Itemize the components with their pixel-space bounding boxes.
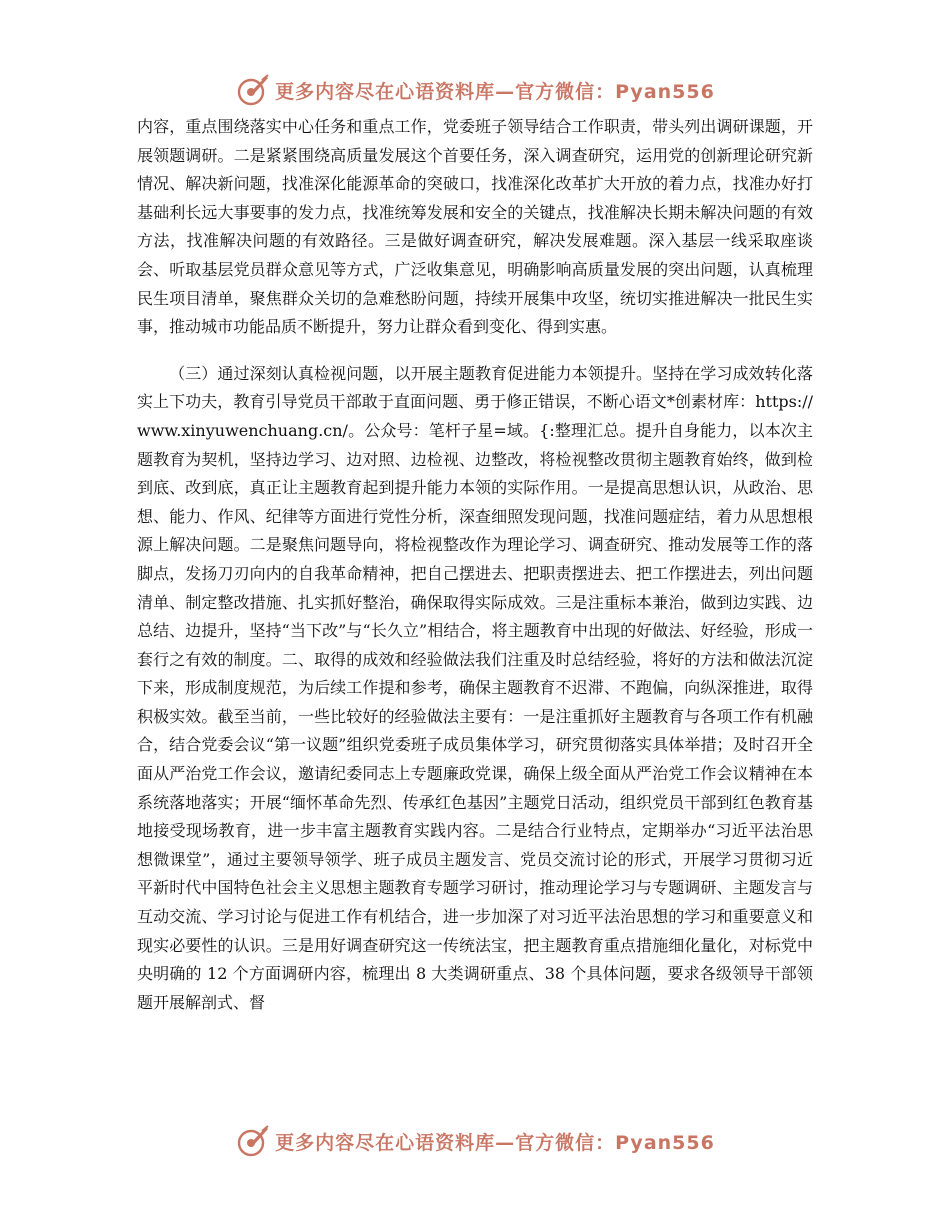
document-body [137,113,813,1017]
footer-banner [0,1119,950,1163]
body-paragraph-2-wrapper [137,360,813,1018]
header-banner-text: 更多内容尽在心语资料库—官方微信：Pyan556 [275,80,715,103]
quill-on-circle-logo-icon [235,72,271,108]
quill-on-circle-logo-icon [235,1123,271,1159]
footer-banner-text: 更多内容尽在心语资料库—官方微信：Pyan556 [275,1131,715,1154]
body-paragraph-2: （三）通过深刻认真检视问题，以开展主题教育促进能力本领提升。坚持在学习成效转化落实上下功夫，教育引导党员干部敢于直面问题、勇于修正错误，不断心语文*创素材库：https://www.xinyuwenchuang.cn/。公众号：笔杆子星=域。{:整理汇总。提升自身能力，以本次主题教育为契机，坚持边学习、边对照、边检视、边整改，将检视整改贯彻主题教育始终，做到检到底、改到底，真正让主题教育起到提升能力本领的实际作用。一是提高思想认识，从政治、思想、能力、作风、纪律等方面进行党性分析，深查细照发现问题，找准问题症结，着力从思想根源上解决问题。二是聚焦问题导向，将检视整改作为理论学习、调查研究、推动发展等工作的落脚点，发扬刀刃向内的自我革命精神，把自己摆进去、把职责摆进去、把工作摆进去，列出问题清单、制定整改措施、扎实抓好整治，确保取得实际成效。三是注重标本兼治，做到边实践、边总结、边提升，坚持“当下改”与“长久立”相结合，将主题教育中出现的好做法、好经验，形成一套行之有效的制度。二、取得的成效和经验做法我们注重及时总结经验，将好的方法和做法沉淀下来，形成制度规范，为后续工作提和参考，确保主题教育不迟滞、不跑偏，向纵深推进，取得积极实效。截至当前，一些比较好的经验做法主要有：一是注重抓好主题教育与各项工作有机融合，结合党委会议“第一议题”组织党委班子成员集体学习，研究贯彻落实具体举措；及时召开全面从严治党工作会议，邀请纪委同志上专题廉政党课，确保上级全面从严治党工作会议精神在本系统落地落实；开展“缅怀革命先烈、传承红色基因”主题党日活动，组织党员干部到红色教育基地接受现场教育，进一步丰富主题教育实践内容。二是结合行业特点，定期举办“习近平法治思想微课堂”，通过主要领导领学、班子成员主题发言、党员交流讨论的形式，开展学习贯彻习近平新时代中国特色社会主义思想主题教育专题学习研讨，推动理论学习与专题调研、主题发言与互动交流、学习讨论与促进工作有机结合，进一步加深了对习近平法治思想的学习和重要意义和现实必要性的认识。三是用好调查研究这一传统法宝，把主题教育重点措施细化量化，对标党中央明确的 12 个方面调研内容，梳理出 8 大类调研重点、38 个具体问题，要求各级领导干部领题开展解剖式、督 [137,363,813,1012]
body-paragraph-1: 内容，重点围绕落实中心任务和重点工作，党委班子领导结合工作职责，带头列出调研课题，开展领题调研。二是紧紧围绕高质量发展这个首要任务，深入调查研究，运用党的创新理论研究新情况、解决新问题，找准深化能源革命的突破口，找准深化改革扩大开放的着力点，找准办好打基础利长远大事要事的发力点，找准统筹发展和安全的关键点，找准解决长期未解决问题的有效方法，找准解决问题的有效路径。三是做好调查研究，解决发展难题。深入基层一线采取座谈会、听取基层党员群众意见等方式，广泛收集意见，明确影响高质量发展的突出问题，认真梳理民生项目清单，聚焦群众关切的急难愁盼问题，持续开展集中攻坚，统切实推进解决一批民生实事，推动城市功能品质不断提升，努力让群众看到变化、得到实惠。 [137,117,813,337]
header-banner [0,68,950,112]
